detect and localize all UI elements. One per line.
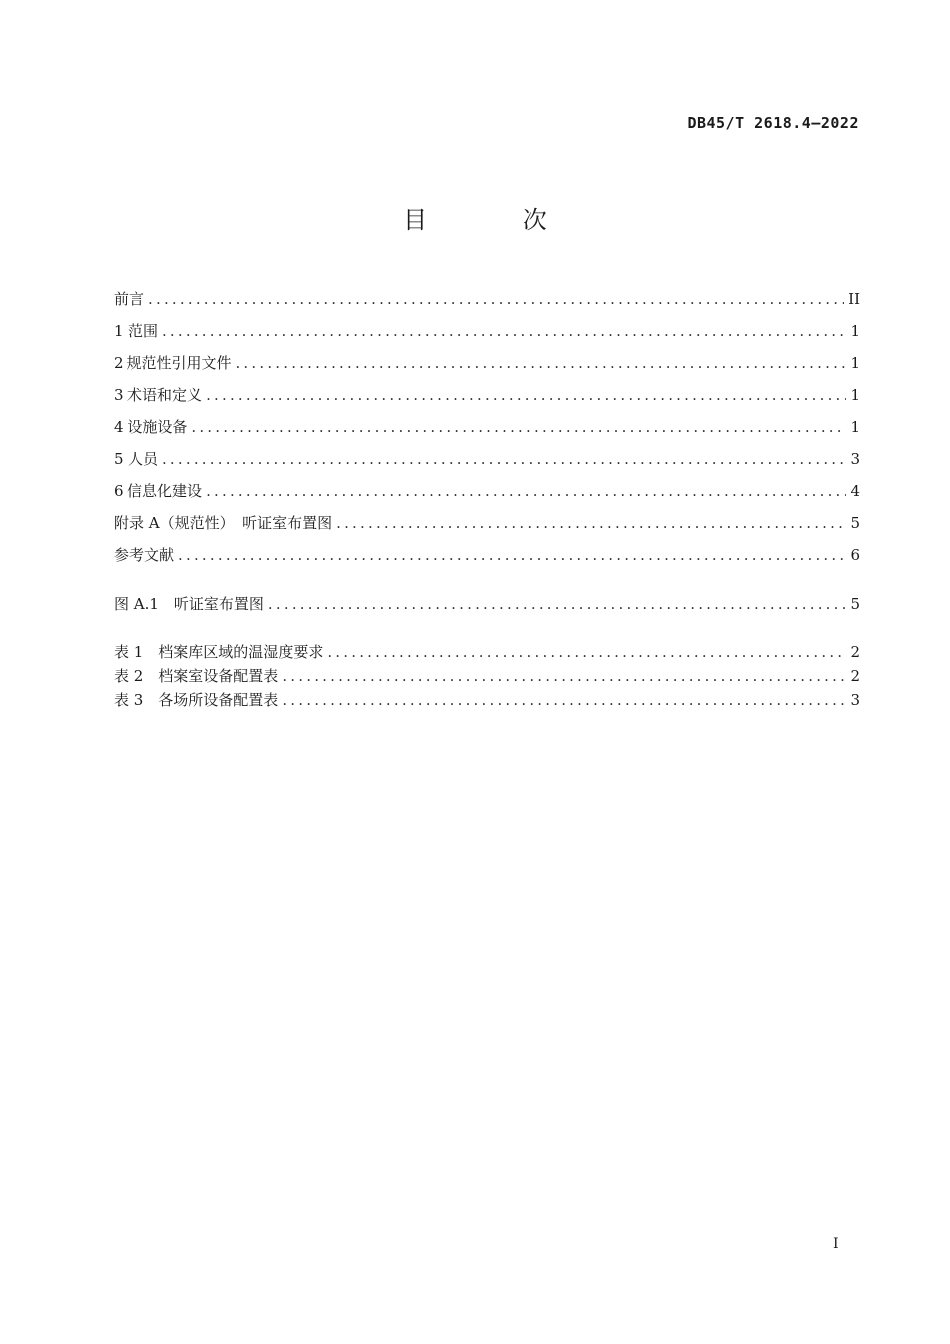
toc-entry-number: 2 bbox=[114, 354, 124, 372]
toc-entry-label: 信息化建设 bbox=[127, 482, 203, 500]
toc-figure-page: 5 bbox=[850, 595, 860, 613]
toc-entry-page: 1 bbox=[850, 354, 860, 372]
toc-table-1[interactable] bbox=[114, 643, 860, 661]
leader-dots bbox=[178, 546, 846, 564]
toc-entry-page: 1 bbox=[850, 322, 860, 340]
toc-entry-number: 4 bbox=[114, 418, 124, 436]
toc-entry-label: 规范性引用文件 bbox=[126, 354, 232, 372]
leader-dots bbox=[162, 322, 846, 340]
leader-dots bbox=[282, 691, 846, 709]
toc-figure-a1[interactable] bbox=[114, 595, 860, 613]
toc-entry-page: 4 bbox=[850, 482, 860, 500]
leader-dots bbox=[336, 514, 846, 532]
toc-table-page: 2 bbox=[850, 643, 860, 661]
toc-table-label: 表 1 档案库区域的温湿度要求 bbox=[114, 643, 324, 661]
toc-entry-label: 范围 bbox=[127, 322, 158, 340]
toc-entry-facilities[interactable] bbox=[114, 418, 860, 436]
toc-entry-annex-a[interactable] bbox=[114, 514, 860, 532]
toc-entry-page: 3 bbox=[850, 450, 860, 468]
toc-entry-page: II bbox=[848, 290, 860, 308]
leader-dots bbox=[268, 595, 846, 613]
standard-code: DB45/T 2618.4—2022 bbox=[687, 114, 859, 132]
toc-table-3[interactable] bbox=[114, 691, 860, 709]
toc-entry-label: 附录 A（规范性） 听证室布置图 bbox=[114, 514, 333, 532]
toc-entry-informatization[interactable] bbox=[114, 482, 860, 500]
toc-entry-label: 人员 bbox=[127, 450, 158, 468]
toc-table-page: 3 bbox=[850, 691, 860, 709]
toc-table-label: 表 2 档案室设备配置表 bbox=[114, 667, 279, 685]
toc-entry-normative-references[interactable] bbox=[114, 354, 860, 372]
toc-entry-label: 参考文献 bbox=[114, 546, 175, 564]
toc-entry-label: 前言 bbox=[114, 290, 145, 308]
toc-entry-scope[interactable] bbox=[114, 322, 860, 340]
toc-entry-terms[interactable] bbox=[114, 386, 860, 404]
toc-table-2[interactable] bbox=[114, 667, 860, 685]
leader-dots bbox=[191, 418, 846, 436]
leader-dots bbox=[282, 667, 846, 685]
leader-dots bbox=[148, 290, 844, 308]
toc-entry-number: 3 bbox=[114, 386, 124, 404]
toc-table-label: 表 3 各场所设备配置表 bbox=[114, 691, 279, 709]
toc-entry-number: 6 bbox=[114, 482, 124, 500]
toc-figure-label: 图 A.1 听证室布置图 bbox=[114, 595, 264, 613]
toc-entry-page: 6 bbox=[850, 546, 860, 564]
toc-entry-label: 术语和定义 bbox=[127, 386, 203, 404]
leader-dots bbox=[206, 482, 846, 500]
toc-entry-number: 1 bbox=[114, 322, 124, 340]
leader-dots bbox=[235, 354, 846, 372]
toc-entry-page: 1 bbox=[850, 418, 860, 436]
toc-entry-number: 5 bbox=[114, 450, 124, 468]
toc-entry-label: 设施设备 bbox=[127, 418, 188, 436]
leader-dots bbox=[206, 386, 846, 404]
leader-dots bbox=[327, 643, 846, 661]
toc-table-page: 2 bbox=[850, 667, 860, 685]
leader-dots bbox=[162, 450, 846, 468]
toc-entry-foreword[interactable] bbox=[114, 290, 860, 308]
toc-entry-bibliography[interactable] bbox=[114, 546, 860, 564]
page-title: 目 次 bbox=[403, 206, 591, 234]
toc-entry-personnel[interactable] bbox=[114, 450, 860, 468]
page-number: I bbox=[833, 1236, 839, 1252]
toc-entry-page: 5 bbox=[850, 514, 860, 532]
toc-entry-page: 1 bbox=[850, 386, 860, 404]
